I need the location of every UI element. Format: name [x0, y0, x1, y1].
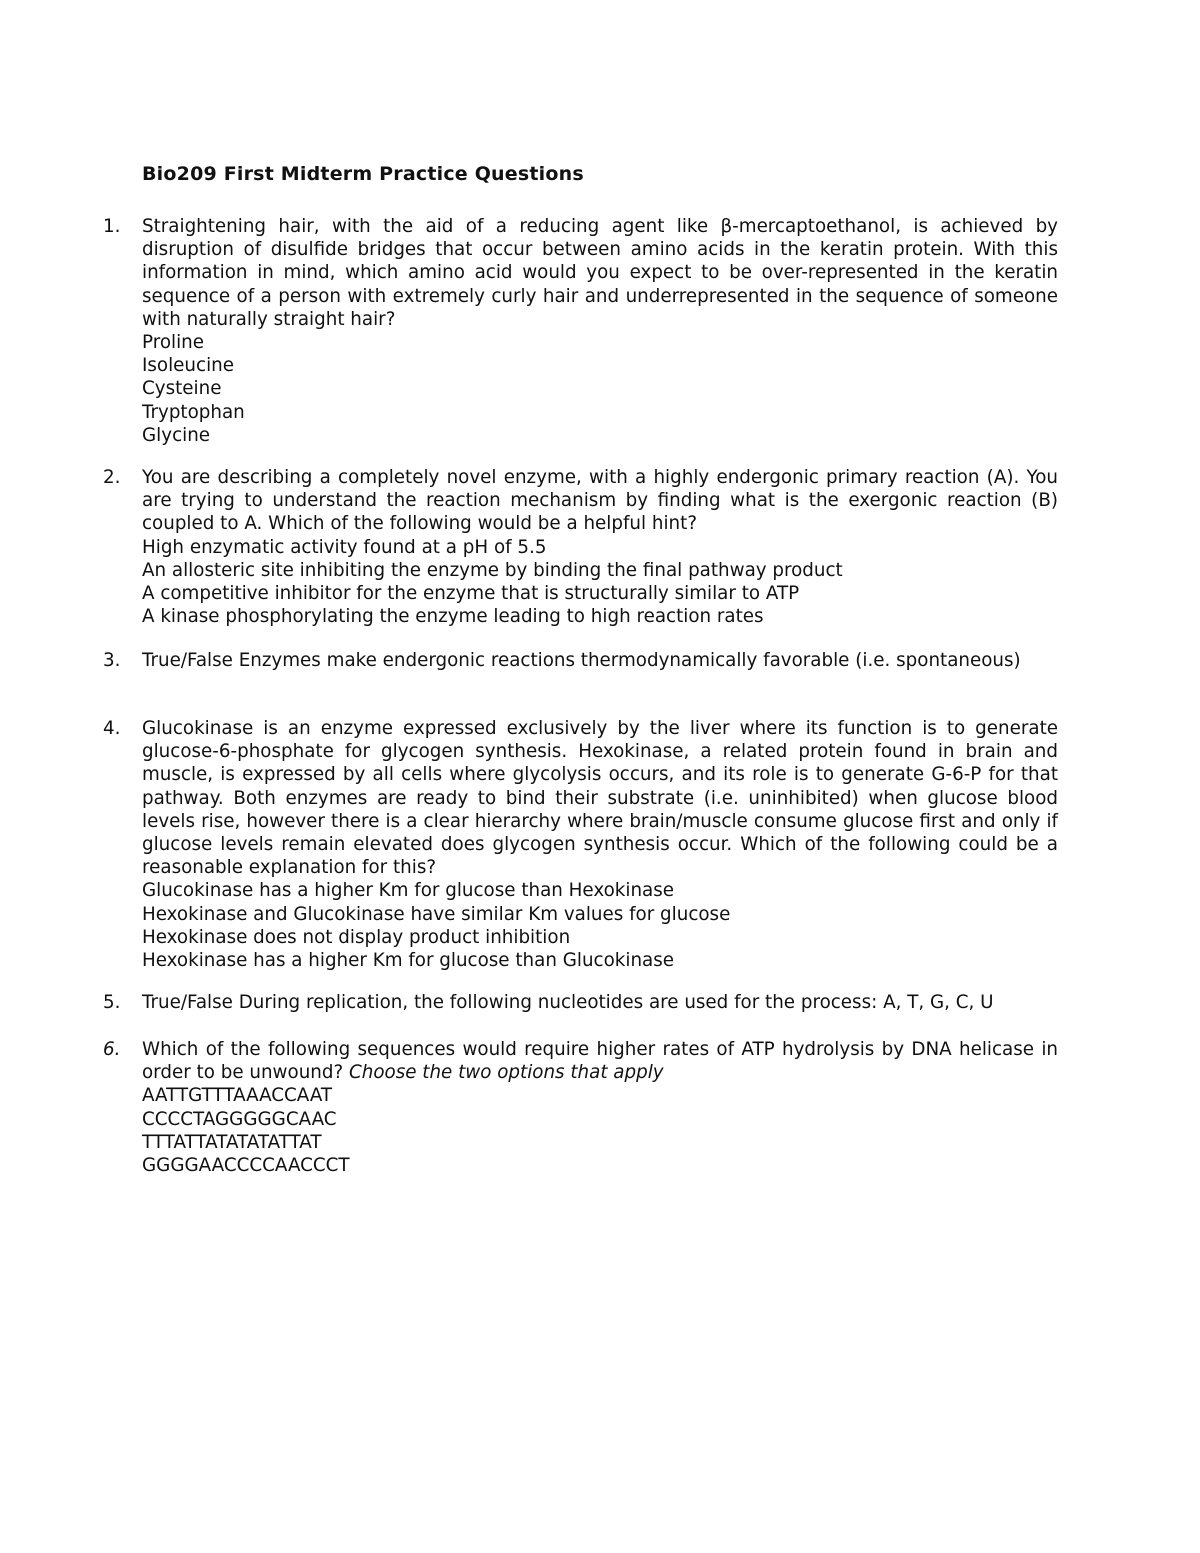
question-stem-instruction: Choose the two options that apply [349, 1062, 664, 1084]
question-1 [103, 215, 1061, 447]
question-stem [142, 1038, 1058, 1084]
document-title: Bio209 First Midterm Practice Questions [142, 163, 584, 185]
answer-option: Hexokinase and Glucokinase have similar Km values for glucose [142, 903, 731, 925]
question-3 [103, 649, 1061, 672]
answer-option: GGGGAACCCCAACCCT [142, 1155, 350, 1177]
question-6 [103, 1038, 1061, 1177]
answer-option: Isoleucine [142, 355, 234, 377]
answer-option: Hexokinase has a higher Km for glucose than Glucokinase [142, 950, 675, 972]
question-stem: True/False Enzymes make endergonic reactions thermodynamically favorable (i.e. spontaneous) [142, 650, 1021, 671]
answer-option: An allosteric site inhibiting the enzyme by binding the final pathway product [142, 559, 843, 581]
question-stem: Straightening hair, with the aid of a reducing agent like β-mercaptoethanol, is achieved by disruption of disulfide bridges that occur between amino acids in the keratin protein. With this information in mind, which amino acid would you expect to be over-represented in the keratin sequence of a person with extremely curly hair and underrepresented in the sequence of someone with naturally straight hair? [142, 216, 1058, 330]
answer-option: AATTGTTTAAACCAAT [142, 1085, 333, 1107]
question-number: 3. [103, 650, 121, 671]
answer-option: Hexokinase does not display product inhibition [142, 926, 571, 948]
question-4 [103, 717, 1061, 972]
answer-option: A kinase phosphorylating the enzyme leading to high reaction rates [142, 606, 764, 628]
answer-option: A competitive inhibitor for the enzyme that is structurally similar to ATP [142, 583, 800, 605]
question-number: 6. [103, 1039, 121, 1060]
question-stem: True/False During replication, the following nucleotides are used for the process: A, T, G, C, U [142, 992, 994, 1013]
question-stem-text: Which of the following sequences would require higher rates of ATP hydrolysis by DNA helicase in order to be unwound? [142, 1039, 1058, 1084]
question-number: 2. [103, 467, 121, 488]
answer-option: TTTATTATATATATTAT [142, 1131, 322, 1153]
answer-option: Proline [142, 332, 204, 354]
question-number: 5. [103, 992, 121, 1013]
answer-option: Cysteine [142, 378, 222, 400]
answer-option: CCCCTAGGGGGCAAC [142, 1108, 337, 1130]
question-5 [103, 991, 1061, 1014]
answer-option: Glycine [142, 424, 211, 446]
answer-option: Glucokinase has a higher Km for glucose than Hexokinase [142, 880, 675, 902]
answer-option: High enzymatic activity found at a pH of 5.5 [142, 536, 547, 558]
question-2 [103, 466, 1061, 628]
question-stem: You are describing a completely novel enzyme, with a highly endergonic primary reaction (A). You are trying to understand the reaction mechanism by finding what is the exergonic reaction (B) coupled to A. Which of the following would be a helpful hint? [142, 467, 1058, 535]
question-number: 4. [103, 718, 121, 739]
question-number: 1. [103, 216, 121, 237]
answer-option: Tryptophan [142, 401, 245, 423]
question-stem: Glucokinase is an enzyme expressed exclusively by the liver where its function is to generate glucose-6-phosphate for glycogen synthesis. Hexokinase, a related protein found in brain and muscle, is expressed by all cells where glycolysis occurs, and its role is to generate G-6-P for that pathway. Both enzymes are ready to bind their substrate (i.e. uninhibited) when glucose blood levels rise, however there is a clear hierarchy where brain/muscle consume glucose first and only if glucose levels remain elevated does glycogen synthesis occur. Which of the following could be a reasonable explanation for this? [142, 718, 1058, 879]
